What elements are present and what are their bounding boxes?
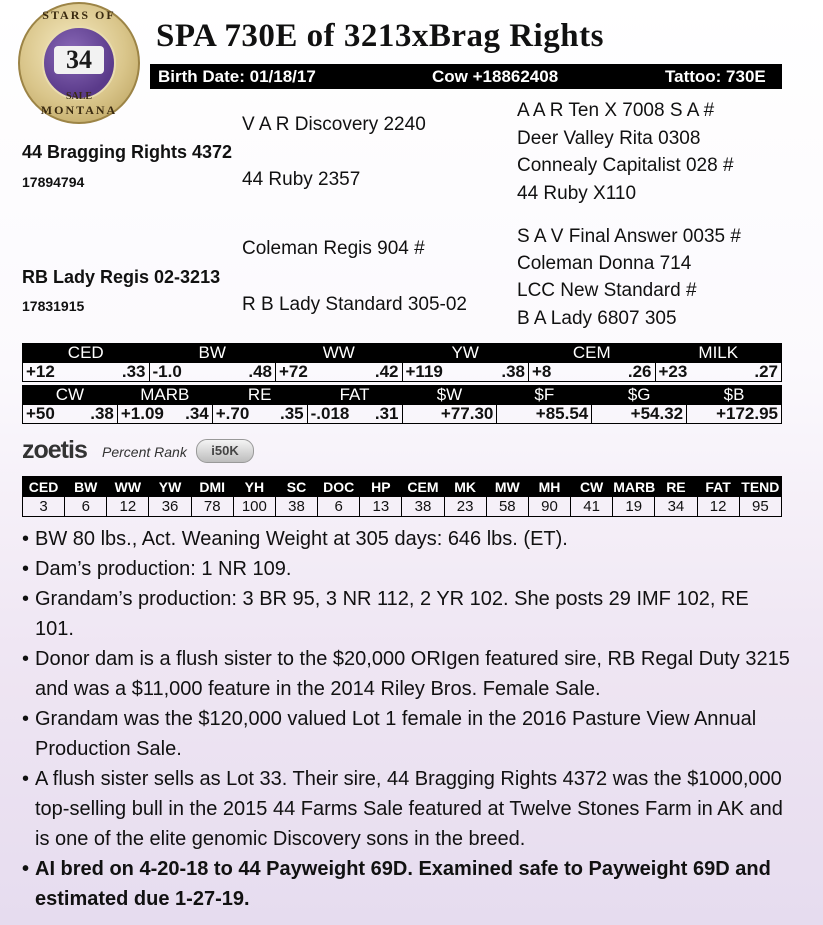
rank-header: YH [233,477,275,497]
rank-header: RE [655,477,697,497]
rank-value: 78 [191,497,233,517]
epd-header: $F [497,386,592,405]
rank-header: HP [360,477,402,497]
lot-number: 34 [54,46,104,74]
rank-value: 6 [65,497,107,517]
rank-header: MARB [613,478,656,495]
epd-cell: +77.30 [402,405,497,424]
rank-header: CEM [402,477,444,497]
epd-value: -1.0 [152,362,182,381]
epd-header: MARB [117,386,212,405]
epd-value: +50 [26,404,55,423]
pedigree-dam-sire: Coleman Regis 904 # [242,238,425,259]
epd-cell [212,405,307,424]
registration: Cow +18862408 [432,67,559,86]
epd-header: CW [23,386,118,405]
epd-header: BW [149,344,276,363]
percent-rank-label: Percent Rank [102,444,187,460]
birth-date: Birth Date: 01/18/17 [158,67,316,86]
epd-value: +8 [532,362,552,381]
rank-value: 23 [444,497,486,517]
epd-value: +23 [658,362,688,381]
epd-accuracy: .26 [627,362,652,381]
epd-value: +119 [405,362,443,381]
rank-header: MW [486,477,528,497]
rank-value: 36 [149,497,191,517]
note-item: • Dam’s production: 1 NR 109. [22,554,792,584]
rank-header: DMI [191,477,233,497]
rank-value: 12 [107,497,149,517]
note-item: • Grandam’s production: 3 BR 95, 3 NR 112, 2 YR 102. She posts 29 IMF 102, RE 101. [22,584,792,644]
pedigree-dds: LCC New Standard # [517,280,697,301]
tattoo: Tattoo: 730E [665,67,766,86]
sire-name: 44 Bragging Rights 4372 [22,142,233,162]
epd-cell: +172.95 [687,405,782,424]
i50k-badge: i50K [196,439,254,463]
epd-accuracy: .27 [754,362,778,381]
logo-top-text: STARS OF [42,8,116,22]
pedigree-dsd: Coleman Donna 714 [517,253,692,274]
epd-header: YW [402,344,529,363]
rank-value: 58 [486,497,528,517]
epd-header: $B [687,386,782,405]
rank-header: SC [275,477,317,497]
rank-value: 13 [360,497,402,517]
epd-cell: +54.32 [592,405,687,424]
stars-of-montana-logo [18,2,140,124]
epd-cell [529,363,656,382]
rank-header: CED [23,477,65,497]
rank-value: 34 [655,497,697,517]
epd-accuracy: .48 [248,362,272,381]
epd-cell [117,405,212,424]
rank-value: 38 [275,497,317,517]
epd-accuracy: .33 [121,362,146,381]
epd-accuracy: .42 [374,362,399,381]
epd-value: +1.09 [120,404,164,423]
pedigree-sire-sire: V A R Discovery 2240 [242,114,426,135]
epd-cell [307,405,402,424]
rank-header: FAT [697,477,739,497]
notes-list [22,524,792,914]
rank-value: 38 [402,497,444,517]
note-item: • A flush sister sells as Lot 33. Their sire, 44 Bragging Rights 4372 was the $1000,000 top-selling bull in the 2015 44 Farms Sale featured at Twelve Stones Farm in AK and is one of the elite genomic Discovery sons in the breed. [22,764,792,854]
pedigree-dam-dam: R B Lady Standard 305-02 [242,294,467,315]
epd-cell [149,363,276,382]
pedigree-ssd: Deer Valley Rita 0308 [517,128,701,149]
logo-bottom-text: MONTANA [40,103,118,117]
rank-header: YW [149,477,191,497]
epd-header: FAT [307,386,402,405]
epd-accuracy: .35 [279,404,304,423]
epd-header: $G [592,386,687,405]
epd-cell [23,405,118,424]
rank-header: WW [107,477,149,497]
rank-value: 100 [233,497,275,517]
epd-accuracy: .31 [374,404,399,423]
montana-icon [42,26,116,100]
epd-value: +72 [279,362,308,381]
epd-header: CEM [529,344,656,363]
epd-table-2 [22,385,782,424]
rank-header: MK [444,477,486,497]
epd-header: CED [23,344,150,363]
epd-header: MILK [655,344,782,363]
epd-header: RE [212,386,307,405]
pedigree-sdd: 44 Ruby X110 [517,183,637,204]
epd-value: +12 [26,362,55,381]
rank-value: 12 [697,497,739,517]
pedigree-sire-dam: 44 Ruby 2357 [242,169,361,190]
rank-value: 3 [23,497,65,517]
epd-header: $W [402,386,497,405]
epd-value: -.018 [310,404,350,423]
note-item: • BW 80 lbs., Act. Weaning Weight at 305 days: 646 lbs. (ET). [22,524,792,554]
rank-value: 41 [571,497,613,517]
rank-value: 6 [318,497,360,517]
epd-table-1 [22,343,782,382]
rank-header: BW [65,477,107,497]
epd-value: +.70 [215,404,250,423]
sire-registration: 17894794 [22,174,85,190]
epd-cell [402,363,529,382]
epd-cell [276,363,403,382]
zoetis-logo: zoetis [22,436,87,464]
rank-header: CW [571,477,613,497]
epd-cell [655,363,782,382]
note-item: • Donor dam is a flush sister to the $20,000 ORIgen featured sire, RB Regal Duty 3215 and was a $11,000 feature in the 2014 Riley Bros. Female Sale. [22,644,792,704]
rank-header: DOC [318,477,360,497]
percent-rank-table [22,476,782,517]
logo-sale-text: SALE [65,91,93,102]
dam-registration: 17831915 [22,298,85,314]
rank-value: 19 [613,497,655,517]
pedigree-dss: S A V Final Answer 0035 # [517,226,741,247]
rank-value: 95 [739,497,781,517]
rank-header: TEND [739,477,781,497]
pedigree-ddd: B A Lady 6807 305 [517,308,677,329]
epd-accuracy: .38 [501,362,525,381]
lot-title: SPA 730E of 3213xBrag Rights [156,18,604,54]
epd-cell: +85.54 [497,405,592,424]
epd-header: WW [276,344,403,363]
pedigree-sds: Connealy Capitalist 028 # [517,155,734,176]
rank-value: 90 [528,497,570,517]
rank-header: MH [528,477,570,497]
epd-accuracy: .38 [90,404,114,423]
dam-name: RB Lady Regis 02-3213 [22,267,221,287]
epd-accuracy: .34 [185,404,209,423]
epd-cell [23,363,150,382]
note-item: • Grandam was the $120,000 valued Lot 1 female in the 2016 Pasture View Annual Production Sale. [22,704,792,764]
pedigree-sss: A A R Ten X 7008 S A # [517,100,715,121]
info-bar [150,64,782,89]
note-item-breeding: • AI bred on 4-20-18 to 44 Payweight 69D. Examined safe to Payweight 69D and estimated due 1-27-19. [22,854,792,914]
